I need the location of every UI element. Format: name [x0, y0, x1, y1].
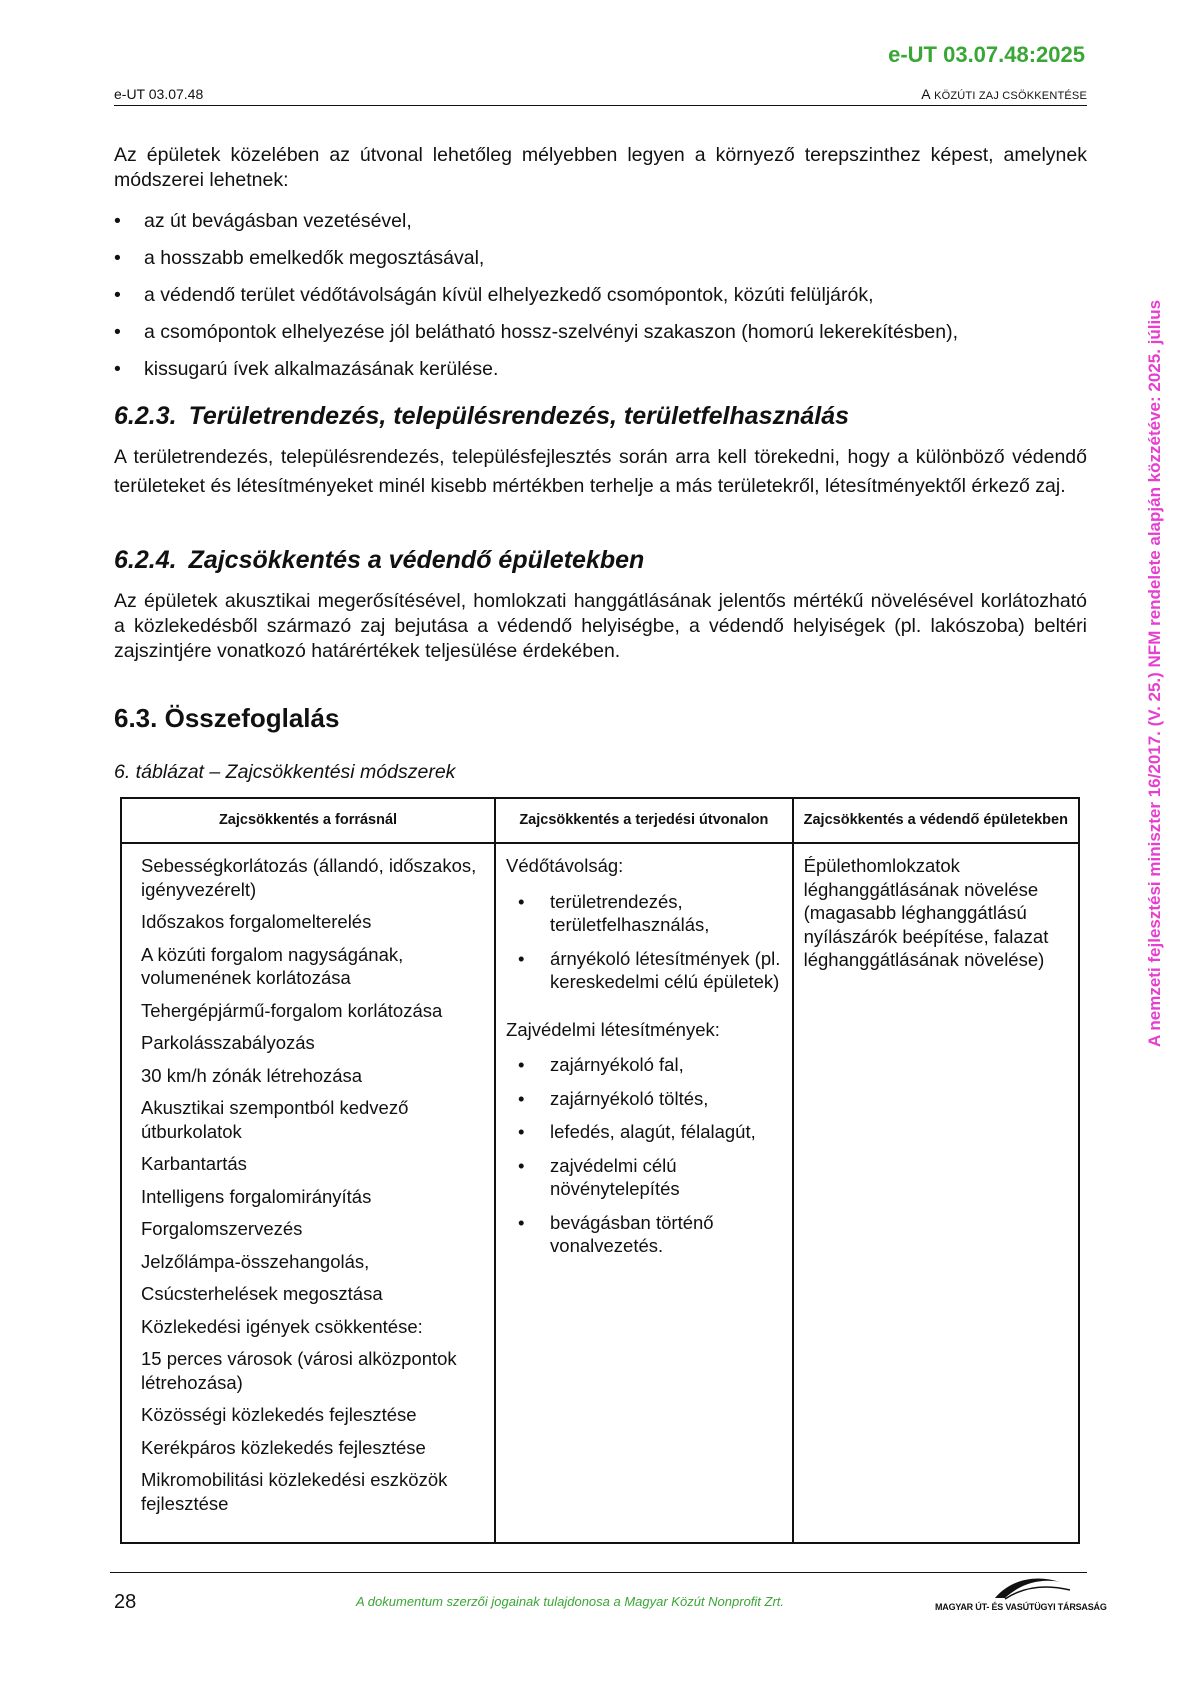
intro-paragraph: Az épületek közelében az útvonal lehetőleg mélyebben legyen a környező terepszinthez képest, amelynek módszerei lehetnek:: [114, 144, 1087, 191]
cell-text: Épülethomlokzatok léghanggátlásának növelése (magasabb léghanggátlású nyílászárók beépítése, falazat léghanggátlásának növelése): [803, 855, 1049, 970]
list-item: • zajárnyékoló töltés,: [506, 1087, 782, 1111]
list-item: Közösségi közlekedés fejlesztése: [141, 1404, 417, 1425]
list-item: 15 perces városok (városi alközpontok létrehozása): [141, 1348, 457, 1393]
list-item: • zajvédelmi célú növénytelepítés: [506, 1154, 782, 1201]
list-item: 30 km/h zónák létrehozása: [141, 1064, 363, 1086]
section-paragraph: A területrendezés, településrendezés, településfejlesztés során arra kell törekedni, hogy a különböző védendő területeket és létesítményeket minél kisebb mértékben terhelje a más területekről, létesítményektől érkező zaj.: [114, 446, 1087, 497]
bullet-list: [506, 890, 782, 994]
section-6-3: [114, 703, 1087, 734]
side-publication-note: A nemzeti fejlesztési miniszter 16/2017. (V. 25.) NFM rendelete alapján közzétéve: 2025. július: [1145, 299, 1164, 1047]
list-item: Kerékpáros közlekedés fejlesztése: [141, 1436, 426, 1458]
logo-text: MAGYAR ÚT- ÉS VASÚTÜGYI TÁRSASÁG: [935, 1602, 1107, 1612]
society-logo: [935, 1572, 1107, 1612]
header-right: [921, 86, 1087, 102]
section-heading: 6.3. Összefoglalás: [114, 703, 340, 733]
list-item: Akusztikai szempontból kedvező útburkolatok: [141, 1097, 409, 1142]
list-item: Forgalomszervezés: [141, 1218, 303, 1239]
list-item: A közúti forgalom nagyságának, volumenének korlátozása: [141, 943, 404, 988]
section-paragraph: Az épületek akusztikai megerősítésével, homlokzati hanggátlásának jelentős mértékű növelésével korlátozható a közlekedésből származó zaj bejutása a védendő helyiségbe, a védendő helyiségek (pl. lakószoba) beltéri zajszintjére vonatkozó határértékek teljesülése érdekében.: [114, 590, 1087, 662]
group-label: Zajvédelmi létesítmények:: [506, 1018, 720, 1040]
list-item: Karbantartás: [141, 1153, 247, 1174]
section-6-2-3: [114, 402, 1087, 431]
section-heading: [114, 402, 1087, 431]
list-item: • területrendezés, területfelhasználás,: [506, 890, 782, 937]
methods-list: [114, 209, 1087, 382]
logo-swoosh-icon: [935, 1572, 1087, 1602]
list-item: • árnyékoló létesítmények (pl. kereskedelmi célú épületek): [506, 947, 782, 994]
list-item: Jelzőlámpa-összehangolás,: [141, 1250, 370, 1272]
bullet-block: [114, 209, 1087, 396]
list-item: • zajárnyékoló fal,: [506, 1053, 782, 1077]
list-item: Csúcsterhelések megosztása: [141, 1283, 383, 1304]
list-item: Sebességkorlátozás (állandó, időszakos, igényvezérelt): [141, 855, 477, 900]
section-title: Zajcsökkentés a védendő épületekben: [188, 546, 645, 574]
header-rule: [114, 105, 1087, 106]
section-heading: [114, 546, 1087, 575]
table-header-row: [121, 798, 1079, 843]
source-measures-cell: [121, 843, 495, 1543]
list-item: Parkolásszabályozás: [141, 1032, 315, 1053]
list-item: Időszakos forgalomelterelés: [141, 911, 372, 932]
list-item: Közlekedési igények csökkentése:: [141, 1315, 423, 1337]
noise-reduction-table: [120, 797, 1080, 1544]
section-6-2-4-body: [114, 589, 1087, 664]
building-measures-cell: [793, 843, 1079, 1543]
header-right-initial: A: [921, 86, 930, 102]
list-item: • kissugarú ívek alkalmazásának kerülése.: [114, 357, 1087, 382]
table-row: [121, 843, 1079, 1543]
table-header-cell: Zajcsökkentés a védendő épületekben: [793, 798, 1079, 843]
table-caption: 6. táblázat – Zajcsökkentési módszerek: [114, 761, 456, 783]
list-item: • a hosszabb emelkedők megosztásával,: [114, 246, 1087, 271]
list-item: • a védendő terület védőtávolságán kívül elhelyezkedő csomópontok, közúti felüljárók,: [114, 283, 1087, 308]
section-6-2-3-body: [114, 443, 1087, 501]
list-item: Intelligens forgalomirányítás: [141, 1185, 372, 1207]
list-item: Mikromobilitási közlekedési eszközök fejlesztése: [141, 1469, 448, 1514]
list-item: • bevágásban történő vonalvezetés.: [506, 1211, 782, 1258]
intro-block: [114, 143, 1087, 193]
section-6-2-4: [114, 546, 1087, 575]
document-code: e-UT 03.07.48:2025: [888, 42, 1085, 67]
path-measures-cell: [495, 843, 793, 1543]
list-item: • az út bevágásban vezetésével,: [114, 209, 1087, 234]
table-header-cell: Zajcsökkentés a terjedési útvonalon: [495, 798, 793, 843]
section-number: 6.2.4.: [114, 546, 177, 574]
section-number: 6.2.3.: [114, 402, 177, 430]
list-item: • a csomópontok elhelyezése jól belátható hossz-szelvényi szakaszon (homorú lekerekítésben),: [114, 320, 1087, 345]
bullet-list: [506, 1053, 782, 1258]
header-right-title: KÖZÚTI ZAJ CSÖKKENTÉSE: [934, 90, 1087, 102]
header-left: e-UT 03.07.48: [114, 86, 204, 102]
list-item: • lefedés, alagút, félalagút,: [506, 1120, 782, 1144]
table-header-cell: Zajcsökkentés a forrásnál: [121, 798, 495, 843]
section-title: Területrendezés, településrendezés, területfelhasználás: [188, 402, 849, 430]
table-caption-block: [114, 761, 1087, 784]
page-number: 28: [114, 1591, 137, 1613]
copyright-note: A dokumentum szerzői jogainak tulajdonosa a Magyar Közút Nonprofit Zrt.: [356, 1594, 785, 1609]
group-label: Védőtávolság:: [506, 855, 624, 876]
list-item: Tehergépjármű-forgalom korlátozása: [141, 999, 443, 1021]
